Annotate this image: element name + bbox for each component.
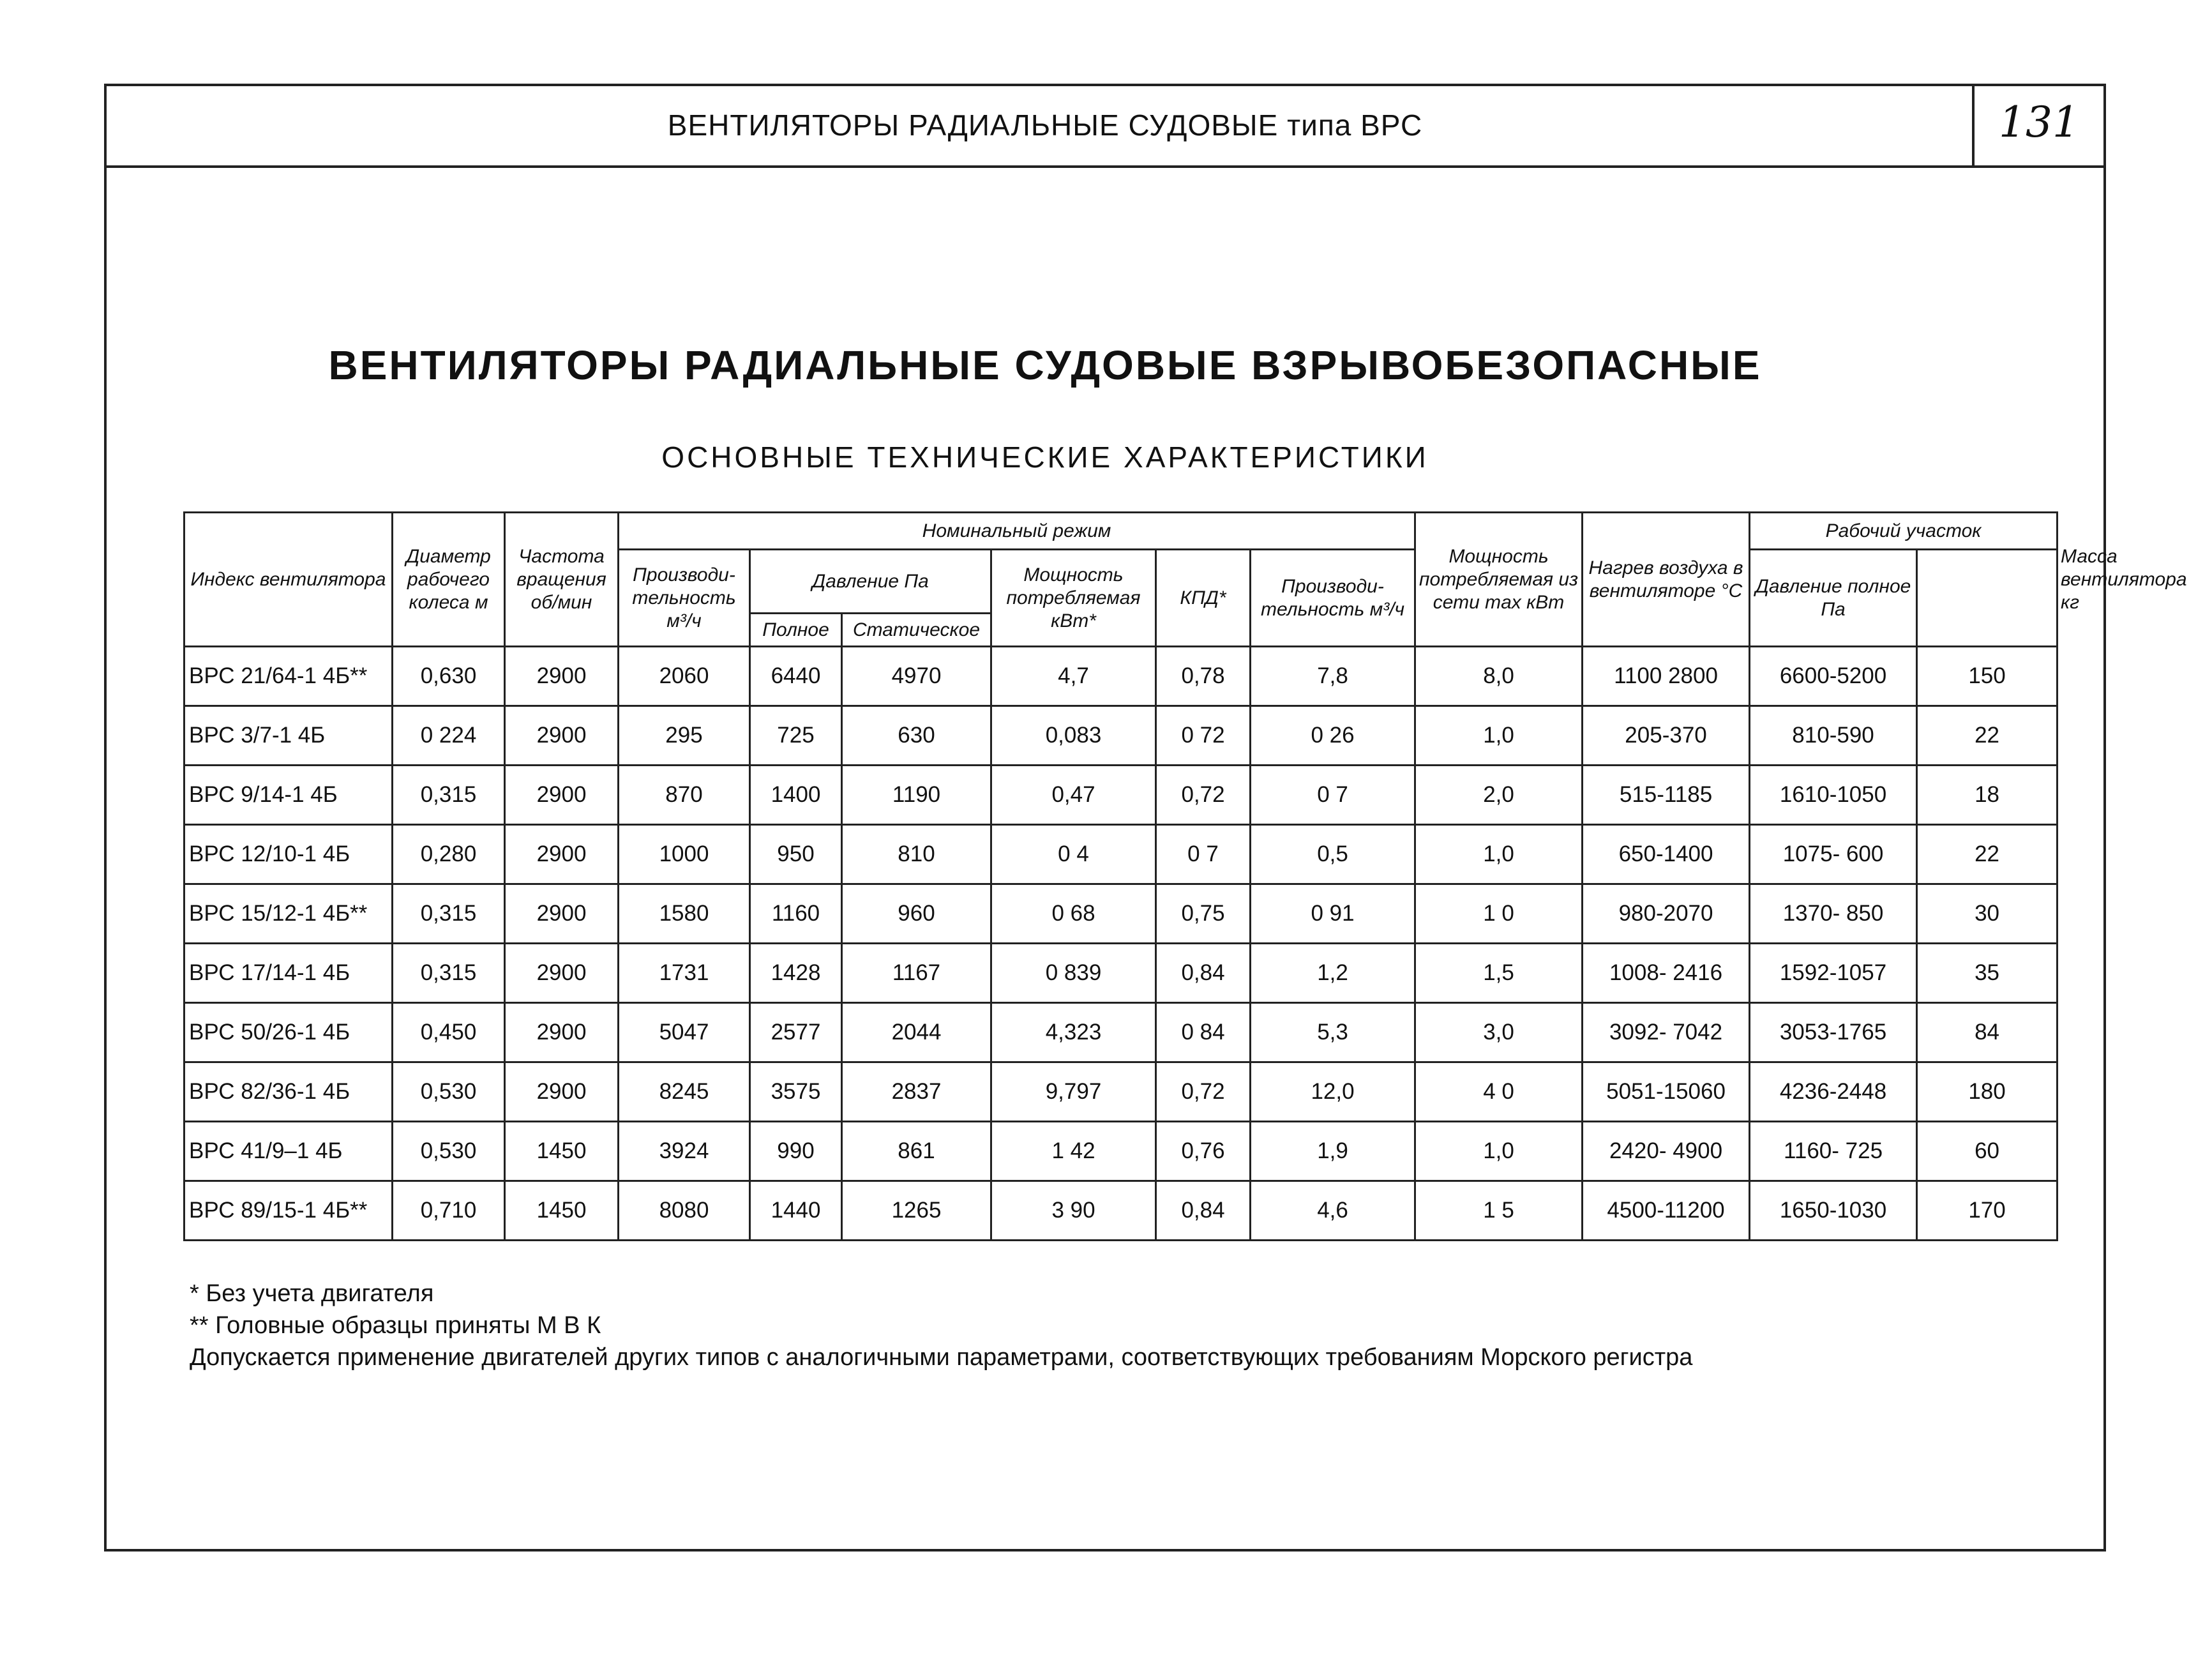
header-diameter: Диаметр рабочего колеса м [393,513,505,647]
cell-diameter: 0,280 [393,825,505,884]
cell-capacity: 3924 [619,1122,750,1181]
cell-heat: 8,0 [1415,647,1583,706]
cell-speed: 2900 [505,1003,619,1062]
cell-p-full: 6440 [750,647,842,706]
cell-heat: 1,5 [1415,944,1583,1003]
table-row [184,766,2058,825]
cell-eff: 0 84 [1156,1003,1251,1062]
cell-grid: 0,5 [1251,825,1415,884]
cell-w-pressure: 6600-5200 [1750,647,1917,706]
cell-diameter: 0,315 [393,766,505,825]
header-capacity: Производи-тельность м³/ч [619,550,750,647]
cell-p-static: 960 [842,884,991,944]
cell-power: 4,323 [991,1003,1156,1062]
cell-eff: 0,75 [1156,884,1251,944]
table-row [184,944,2058,1003]
cell-heat: 1 0 [1415,884,1583,944]
table-row [184,706,2058,766]
cell-p-full: 2577 [750,1003,842,1062]
header-pressure-group: Давление Па [750,550,991,614]
header-bar [107,86,2103,168]
cell-speed: 2900 [505,706,619,766]
cell-power: 9,797 [991,1062,1156,1122]
cell-p-full: 990 [750,1122,842,1181]
cell-power: 3 90 [991,1181,1156,1241]
cell-mass: 180 [1917,1062,2058,1122]
cell-p-full: 3575 [750,1062,842,1122]
cell-w-pressure: 810-590 [1750,706,1917,766]
cell-speed: 2900 [505,825,619,884]
cell-power: 4,7 [991,647,1156,706]
cell-grid: 1,2 [1251,944,1415,1003]
cell-w-pressure: 1160- 725 [1750,1122,1917,1181]
cell-w-pressure: 1592-1057 [1750,944,1917,1003]
table-row [184,825,2058,884]
header-work-pressure: Давление полное Па [1750,550,1917,647]
document-subtitle: ОСНОВНЫЕ ТЕХНИЧЕСКИЕ ХАРАКТЕРИСТИКИ [661,441,1429,474]
cell-w-pressure: 4236-2448 [1750,1062,1917,1122]
cell-mass: 30 [1917,884,2058,944]
cell-grid: 5,3 [1251,1003,1415,1062]
cell-eff: 0,84 [1156,944,1251,1003]
header-pressure-full: Полное [750,614,842,647]
cell-mass: 22 [1917,825,2058,884]
cell-speed: 2900 [505,944,619,1003]
cell-diameter: 0,630 [393,647,505,706]
cell-grid: 7,8 [1251,647,1415,706]
cell-w-capacity: 650-1400 [1583,825,1750,884]
cell-mass: 150 [1917,647,2058,706]
cell-p-full: 725 [750,706,842,766]
cell-capacity: 2060 [619,647,750,706]
cell-p-full: 950 [750,825,842,884]
cell-speed: 2900 [505,647,619,706]
cell-speed: 1450 [505,1122,619,1181]
cell-heat: 1,0 [1415,1122,1583,1181]
cell-mass: 60 [1917,1122,2058,1181]
spec-table-body [184,647,2058,1241]
header-air-heating: Нагрев воздуха в вентиляторе °С [1583,513,1750,647]
cell-power: 0,47 [991,766,1156,825]
cell-p-static: 2837 [842,1062,991,1122]
cell-speed: 1450 [505,1181,619,1241]
cell-w-capacity: 5051-15060 [1583,1062,1750,1122]
cell-grid: 0 91 [1251,884,1415,944]
table-row [184,1181,2058,1241]
cell-mass: 22 [1917,706,2058,766]
cell-eff: 0,76 [1156,1122,1251,1181]
cell-p-static: 810 [842,825,991,884]
cell-capacity: 1000 [619,825,750,884]
cell-index: ВРС 21/64-1 4Б** [184,647,393,706]
cell-w-capacity: 1100 2800 [1583,647,1750,706]
cell-capacity: 295 [619,706,750,766]
cell-speed: 2900 [505,1062,619,1122]
cell-grid: 0 26 [1251,706,1415,766]
cell-p-static: 4970 [842,647,991,706]
cell-power: 1 42 [991,1122,1156,1181]
cell-eff: 0,72 [1156,1062,1251,1122]
table-row [184,1062,2058,1122]
header-pressure-static: Статическое [842,614,991,647]
table-row [184,647,2058,706]
cell-speed: 2900 [505,766,619,825]
cell-eff: 0,78 [1156,647,1251,706]
cell-eff: 0 7 [1156,825,1251,884]
cell-w-capacity: 515-1185 [1583,766,1750,825]
cell-eff: 0,72 [1156,766,1251,825]
cell-power: 0,083 [991,706,1156,766]
cell-diameter: 0,315 [393,944,505,1003]
cell-index: ВРС 82/36-1 4Б [184,1062,393,1122]
cell-heat: 4 0 [1415,1062,1583,1122]
cell-w-capacity: 2420- 4900 [1583,1122,1750,1181]
footnote-1: * Без учета двигателя [190,1280,434,1307]
cell-diameter: 0,315 [393,884,505,944]
table-row [184,884,2058,944]
cell-capacity: 870 [619,766,750,825]
cell-diameter: 0,450 [393,1003,505,1062]
header-work-capacity: Производи-тельность м³/ч [1251,550,1415,647]
header-speed: Частота вращения об/мин [505,513,619,647]
cell-diameter: 0,530 [393,1122,505,1181]
cell-grid: 1,9 [1251,1122,1415,1181]
cell-capacity: 8080 [619,1181,750,1241]
cell-power: 0 68 [991,884,1156,944]
cell-power: 0 839 [991,944,1156,1003]
footnote-2: ** Головные образцы приняты М В К [190,1312,601,1339]
page-number: 131 [1999,98,2079,147]
header-work-group: Рабочий участок [1750,513,2058,550]
cell-index: ВРС 3/7-1 4Б [184,706,393,766]
cell-index: ВРС 41/9–1 4Б [184,1122,393,1181]
cell-capacity: 8245 [619,1062,750,1122]
footnote-3: Допускается применение двигателей других типов с аналогичными параметрами, соответствующих требованиям Морского регистра [190,1344,1693,1371]
cell-heat: 1 5 [1415,1181,1583,1241]
cell-p-static: 2044 [842,1003,991,1062]
cell-p-full: 1440 [750,1181,842,1241]
header-title: ВЕНТИЛЯТОРЫ РАДИАЛЬНЫЕ СУДОВЫЕ типа ВРС [667,109,1423,142]
cell-heat: 1,0 [1415,825,1583,884]
cell-grid: 4,6 [1251,1181,1415,1241]
table-row [184,1003,2058,1062]
cell-p-full: 1160 [750,884,842,944]
cell-heat: 2,0 [1415,766,1583,825]
cell-mass: 170 [1917,1181,2058,1241]
footnotes [190,1278,1692,1373]
cell-w-pressure: 1650-1030 [1750,1181,1917,1241]
cell-p-static: 1265 [842,1181,991,1241]
header-efficiency: КПД* [1156,550,1251,647]
cell-p-static: 1190 [842,766,991,825]
cell-power: 0 4 [991,825,1156,884]
cell-w-capacity: 4500-11200 [1583,1181,1750,1241]
cell-eff: 0,84 [1156,1181,1251,1241]
cell-eff: 0 72 [1156,706,1251,766]
cell-index: ВРС 9/14-1 4Б [184,766,393,825]
cell-capacity: 5047 [619,1003,750,1062]
cell-w-pressure: 1610-1050 [1750,766,1917,825]
cell-capacity: 1731 [619,944,750,1003]
header-power: Мощность потребляемая кВт* [991,550,1156,647]
cell-p-static: 861 [842,1122,991,1181]
cell-heat: 3,0 [1415,1003,1583,1062]
header-index: Индекс вентилятора [184,513,393,647]
cell-capacity: 1580 [619,884,750,944]
cell-w-capacity: 1008- 2416 [1583,944,1750,1003]
header-grid-power: Мощность потребляемая из сети max кВт [1415,513,1583,647]
cell-speed: 2900 [505,884,619,944]
cell-index: ВРС 17/14-1 4Б [184,944,393,1003]
cell-p-static: 1167 [842,944,991,1003]
cell-diameter: 0,530 [393,1062,505,1122]
cell-index: ВРС 15/12-1 4Б** [184,884,393,944]
page-number-box [1972,86,2103,165]
cell-index: ВРС 50/26-1 4Б [184,1003,393,1062]
spec-table: Индекс вентилятора Диаметр рабочего колеса м Частота вращения об/мин Номинальный режим Мощность потребляемая из сети max кВт Нагрев воздуха в вентиляторе °С Рабочий участок Масса вентилятора кг Производи-тельность м³/ч Давление Па Мощность потребляемая кВт* КПД* Производи-тельность м³/ч Давление полное Па Полное Статическое ВРС 21/64-1 4Б** 0,630 2900 2060 6440 4970 4,7 0,78 7,8 8,0 1100 2800 6600-5200 150 ВРС 3/7-1 4Б 0 224 2900 295 725 630 0,083 0 72 0 26 1,0 205-370 810-590 22 ВРС 9/14-1 4Б 0,315 2900 870 1400 1190 0,47 0,72 0 7 2,0 515-1185 1610-1050 18 ВРС 12/10-1 4Б 0,280 2900 1000 950 810 0 4 0 7 0,5 1,0 650-1400 1075- 600 22 ВРС 15/12-1 4Б** 0,315 2900 1580 1160 960 0 68 0,75 0 91 1 0 980-2070 1370- 850 30 ВРС 17/14-1 4Б 0,315 2900 1731 1428 1167 0 839 0,84 1,2 1,5 1008- 2416 1592-1057 35 ВРС 50/26-1 4Б 0,450 2900 5047 2577 2044 4,323 0 84 5,3 3,0 3092- 7042 3053-1765 84 ВРС 82/36-1 4Б 0,530 2900 8245 3575 2837 9,797 0,72 12,0 4 0 5051-15060 4236-2448 180 ВРС 41/9–1 4Б 0,530 1450 3924 990 861 1 42 0,76 1,9 1,0 2420- 4900 1160- 725 60 ВРС 89/15-1 4Б** 0,710 1450 8080 1440 1265 3 90 0,84 4,6 1 5 4500-11200 1650-1030 170 [183,511,2058,1241]
table-row [184,1122,2058,1181]
cell-grid: 0 7 [1251,766,1415,825]
cell-w-pressure: 3053-1765 [1750,1003,1917,1062]
document-title: ВЕНТИЛЯТОРЫ РАДИАЛЬНЫЕ СУДОВЫЕ ВЗРЫВОБЕЗОПАСНЫЕ [328,342,1762,388]
cell-diameter: 0,710 [393,1181,505,1241]
header-nominal-group: Номинальный режим [619,513,1415,550]
cell-p-full: 1428 [750,944,842,1003]
cell-index: ВРС 89/15-1 4Б** [184,1181,393,1241]
cell-diameter: 0 224 [393,706,505,766]
cell-w-capacity: 980-2070 [1583,884,1750,944]
cell-w-pressure: 1370- 850 [1750,884,1917,944]
cell-w-pressure: 1075- 600 [1750,825,1917,884]
cell-mass: 35 [1917,944,2058,1003]
cell-p-static: 630 [842,706,991,766]
cell-w-capacity: 205-370 [1583,706,1750,766]
cell-w-capacity: 3092- 7042 [1583,1003,1750,1062]
cell-p-full: 1400 [750,766,842,825]
cell-index: ВРС 12/10-1 4Б [184,825,393,884]
cell-grid: 12,0 [1251,1062,1415,1122]
page-frame [104,84,2187,1551]
cell-mass: 18 [1917,766,2058,825]
cell-heat: 1,0 [1415,706,1583,766]
cell-mass: 84 [1917,1003,2058,1062]
